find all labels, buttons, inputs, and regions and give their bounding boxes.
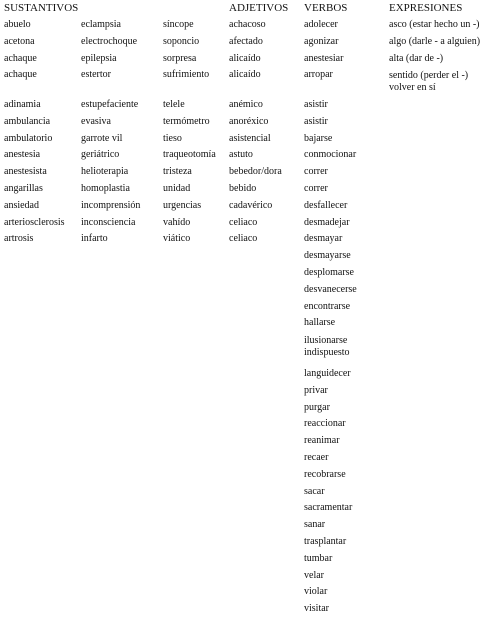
word-item: bajarse	[304, 132, 333, 144]
word-item: desmadejar	[304, 216, 350, 228]
word-item: soponcio	[163, 35, 200, 47]
word-item: sorpresa	[163, 52, 197, 64]
word-item: celiaco	[229, 233, 258, 245]
word-item: desplomarse	[304, 266, 354, 278]
word-item: encontrarse	[304, 300, 351, 312]
word-item: telele	[163, 99, 185, 110]
verbos-col-bottom	[304, 97, 357, 332]
word-item: algo (darle - a alguien)	[389, 35, 481, 47]
word-item: reaccionar	[304, 418, 346, 430]
word-item: ambulancia	[4, 115, 51, 127]
header-expresiones: EXPRESIONES	[389, 2, 463, 14]
word-item: sacar	[304, 485, 325, 497]
word-item: sacramentar	[304, 502, 353, 514]
word-item: desfallecer	[304, 199, 348, 211]
word-item: infarto	[81, 233, 108, 245]
word-item: cadavérico	[229, 199, 273, 211]
verbos-col-top	[304, 17, 343, 84]
word-item: angarillas	[4, 182, 43, 194]
verbos-wrapped-entry	[304, 335, 364, 359]
word-item: incomprensión	[81, 199, 141, 211]
word-item: evasiva	[81, 115, 111, 127]
word-item: asco (estar hecho un -)	[389, 19, 480, 30]
word-item: visitar	[304, 603, 329, 615]
word-item: correr	[304, 166, 328, 178]
word-item: reanimar	[304, 435, 340, 447]
sustantivos-col-3-top	[163, 17, 209, 84]
word-item: arteriosclerosis	[4, 216, 65, 228]
word-item: bebedor/dora	[229, 166, 282, 178]
word-item: desvanecerse	[304, 283, 357, 295]
word-item: conmocionar	[304, 149, 357, 161]
sustantivos-col-2-top	[81, 17, 137, 84]
word-item: bebido	[229, 182, 257, 194]
word-item: inconsciencia	[81, 216, 136, 228]
header-verbos: VERBOS	[304, 2, 348, 14]
word-item: unidad	[163, 182, 191, 194]
expresion-wrapped-text: sentido (perder el -) volver en sí	[389, 70, 469, 93]
word-item: trasplantar	[304, 535, 347, 547]
word-item: recaer	[304, 451, 329, 463]
sustantivos-col-3-bottom	[163, 97, 216, 248]
word-item: termómetro	[163, 115, 210, 127]
word-item: eclampsia	[81, 19, 121, 30]
adjetivos-col-bottom	[229, 97, 282, 248]
word-item: arropar	[304, 69, 333, 81]
word-item: alicaído	[229, 52, 261, 64]
word-item: asistir	[304, 99, 328, 110]
word-item: correr	[304, 182, 328, 194]
word-item: desmayarse	[304, 250, 351, 262]
word-item: geriátrico	[81, 149, 120, 161]
word-item: afectado	[229, 35, 263, 47]
word-item: asistir	[304, 115, 328, 127]
word-item: celiaco	[229, 216, 258, 228]
word-item: viático	[163, 233, 191, 245]
word-item: tristeza	[163, 166, 192, 178]
word-item: adolecer	[304, 19, 338, 30]
word-item: anestesiar	[304, 52, 344, 64]
word-item: languidecer	[304, 368, 351, 379]
expresiones-col	[389, 17, 480, 67]
word-item: estupefaciente	[81, 99, 139, 110]
word-item: astuto	[229, 149, 253, 161]
word-item: asistencial	[229, 132, 271, 144]
word-item: estertor	[81, 69, 111, 81]
word-item: acetona	[4, 35, 35, 47]
expresion-wrapped-entry	[389, 70, 479, 94]
word-item: sanar	[304, 519, 326, 531]
word-item: epilepsia	[81, 52, 117, 64]
sustantivos-col-1-top	[4, 17, 37, 84]
word-item: sufrimiento	[163, 69, 210, 81]
word-item: achaque	[4, 52, 37, 64]
header-sustantivos: SUSTANTIVOS	[4, 2, 79, 14]
word-item: helioterapia	[81, 166, 129, 178]
verbos-wrapped-text: ilusionarse indispuesto	[304, 335, 350, 358]
word-item: urgencias	[163, 199, 202, 211]
sustantivos-col-1-bottom	[4, 97, 65, 248]
word-item: abuelo	[4, 19, 31, 30]
word-item: síncope	[163, 19, 194, 30]
adjetivos-col-top	[229, 17, 266, 84]
word-item: ansiedad	[4, 199, 39, 211]
verbos-col-tail	[304, 366, 352, 618]
word-item: anestesista	[4, 166, 47, 178]
word-item: achacoso	[229, 19, 266, 30]
header-adjetivos: ADJETIVOS	[229, 2, 289, 14]
word-item: ambulatorio	[4, 132, 53, 144]
word-item: artrosis	[4, 233, 34, 245]
word-item: traqueotomía	[163, 149, 216, 161]
word-item: privar	[304, 384, 328, 396]
word-item: velar	[304, 569, 324, 581]
word-item: vahído	[163, 216, 191, 228]
word-item: purgar	[304, 401, 330, 413]
word-item: garrote vil	[81, 132, 123, 144]
word-item: alicaído	[229, 69, 261, 81]
word-item: anoréxico	[229, 115, 269, 127]
word-item: anémico	[229, 99, 263, 110]
word-item: anestesia	[4, 149, 41, 161]
word-item: recobrarse	[304, 468, 346, 480]
sustantivos-col-2-bottom	[81, 97, 140, 248]
word-item: hallarse	[304, 317, 336, 329]
word-item: desmayar	[304, 233, 343, 245]
word-item: electrochoque	[81, 35, 138, 47]
word-item: tumbar	[304, 552, 333, 564]
word-item: agonizar	[304, 35, 339, 47]
word-item: adinamia	[4, 99, 41, 110]
word-item: alta (dar de -)	[389, 52, 444, 64]
word-item: tieso	[163, 132, 182, 144]
word-item: violar	[304, 586, 328, 598]
word-item: achaque	[4, 69, 37, 81]
word-item: homoplastia	[81, 182, 130, 194]
